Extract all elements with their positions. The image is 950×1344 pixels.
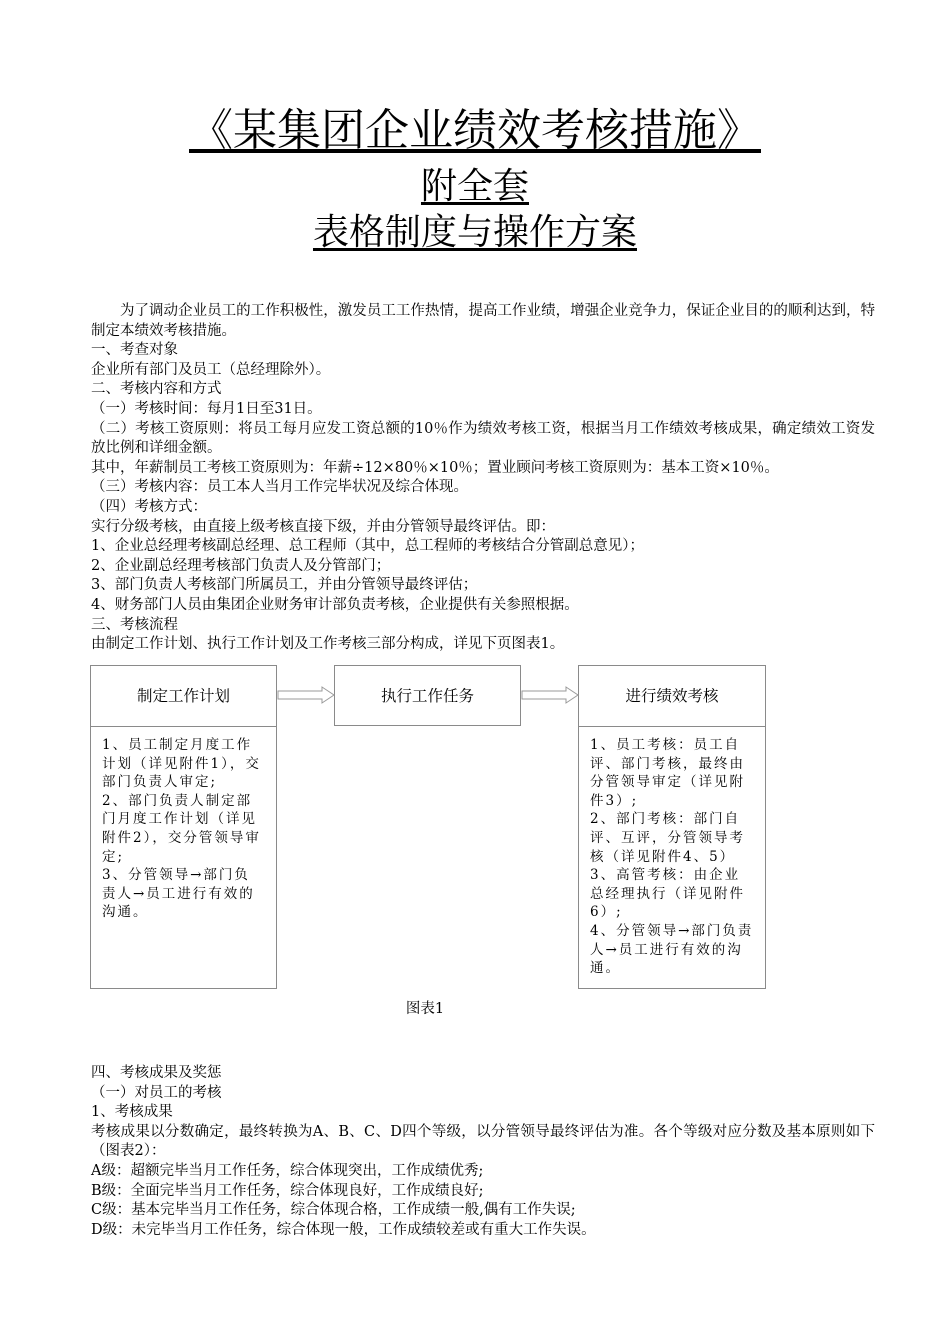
list-item: B级：全面完毕当月工作任务，综合体现良好，工作成绩良好; xyxy=(91,1182,484,1199)
title-line-1: 《某集团企业绩效考核措施》 xyxy=(189,105,761,156)
list-item: 1、员工制定月度工作计划（详见附件1），交部门负责人审定; xyxy=(102,737,261,791)
flow-box-evaluate-title: 进行绩效考核 xyxy=(625,688,719,705)
flow-box-execute-title: 执行工作任务 xyxy=(380,688,474,705)
list-item: 2、部门负责人制定部门月度工作计划（详见附件2），交分管领导审定; xyxy=(102,792,261,865)
section-heading: 一、考查对象 xyxy=(91,342,178,359)
section-four xyxy=(91,1064,875,1240)
list-item: 1、员工考核：员工自评、部门考核，最终由分管领导审定（详见附件3）; xyxy=(590,737,745,809)
section-heading: 四、考核成果及奖惩 xyxy=(91,1065,222,1081)
list-item: 1、企业总经理考核副总经理、总工程师（其中，总工程师的考核结合分管副总意见）； xyxy=(91,538,644,555)
intro-paragraph: 为了调动企业员工的工作积极性，激发员工工作热情，提高工作业绩，增强企业竞争力，保证企业目的的顺利达到，特制定本绩效考核措施。 xyxy=(91,303,875,339)
list-item: C级：基本完毕当月工作任务，综合体现合格，工作成绩一般,偶有工作失误; xyxy=(91,1202,576,1219)
list-item: 2、企业副总经理考核部门负责人及分管部门； xyxy=(91,557,391,574)
paragraph: 实行分级考核，由直接上级考核直接下级，并由分管领导最终评估。即： xyxy=(91,518,555,535)
section-heading: 三、考核流程 xyxy=(91,616,178,633)
paragraph: 其中，年薪制员工考核工资原则为：年薪÷12×80％×10％；置业顾问考核工资原则为：基本工资×10％。 xyxy=(91,459,779,476)
subsection-heading: 1、考核成果 xyxy=(91,1104,173,1121)
list-item: 3、高管考核：由企业总经理执行（详见附件6）; xyxy=(590,867,745,921)
paragraph: （一）考核时间：每月1日至31日。 xyxy=(91,400,322,417)
list-item: 2、部门考核：部门自评、互评，分管领导考核（详见附件4、5） xyxy=(590,811,745,865)
arrow-right-icon xyxy=(522,687,578,703)
paragraph: 考核成果以分数确定，最终转换为A、B、C、D四个等级，以分管领导最终评估为准。各个等级对应分数及基本原则如下（图表2）： xyxy=(91,1123,875,1160)
subsection-heading: （一）对员工的考核 xyxy=(91,1084,222,1101)
list-item: 3、部门负责人考核部门所属员工，并由分管领导最终评估； xyxy=(91,577,478,594)
section-heading: 二、考核内容和方式 xyxy=(91,381,222,398)
figure-caption: 图表1 xyxy=(405,1001,445,1017)
title-line-3: 表格制度与操作方案 xyxy=(312,212,637,253)
list-item: 4、分管领导→部门负责人→员工进行有效的沟通。 xyxy=(590,922,754,977)
paragraph: （四）考核方式： xyxy=(91,498,207,515)
arrow-right-icon xyxy=(278,687,334,703)
paragraph: 企业所有部门及员工（总经理除外）。 xyxy=(91,361,331,378)
list-item: A级：超额完毕当月工作任务，综合体现突出，工作成绩优秀; xyxy=(91,1162,484,1179)
paragraph: 由制定工作计划、执行工作计划及工作考核三部分构成，详见下页图表1。 xyxy=(91,636,565,653)
list-item: 4、财务部门人员由集团企业财务审计部负责考核，企业提供有关参照根据。 xyxy=(91,596,579,613)
flow-box-plan-title: 制定工作计划 xyxy=(136,688,230,705)
list-item: 3、分管领导→部门负责人→员工进行有效的沟通。 xyxy=(102,867,255,921)
list-item: D级：未完毕当月工作任务，综合体现一般，工作成绩较差或有重大工作失误。 xyxy=(91,1221,596,1238)
paragraph: （三）考核内容：员工本人当月工作完毕状况及综合体现。 xyxy=(91,479,468,496)
title-line-2: 附全套 xyxy=(420,166,529,207)
paragraph: （二）考核工资原则：将员工每月应发工资总额的10％作为绩效考核工资，根据当月工作绩效考核成果，确定绩效工资发放比例和详细金额。 xyxy=(91,420,875,457)
